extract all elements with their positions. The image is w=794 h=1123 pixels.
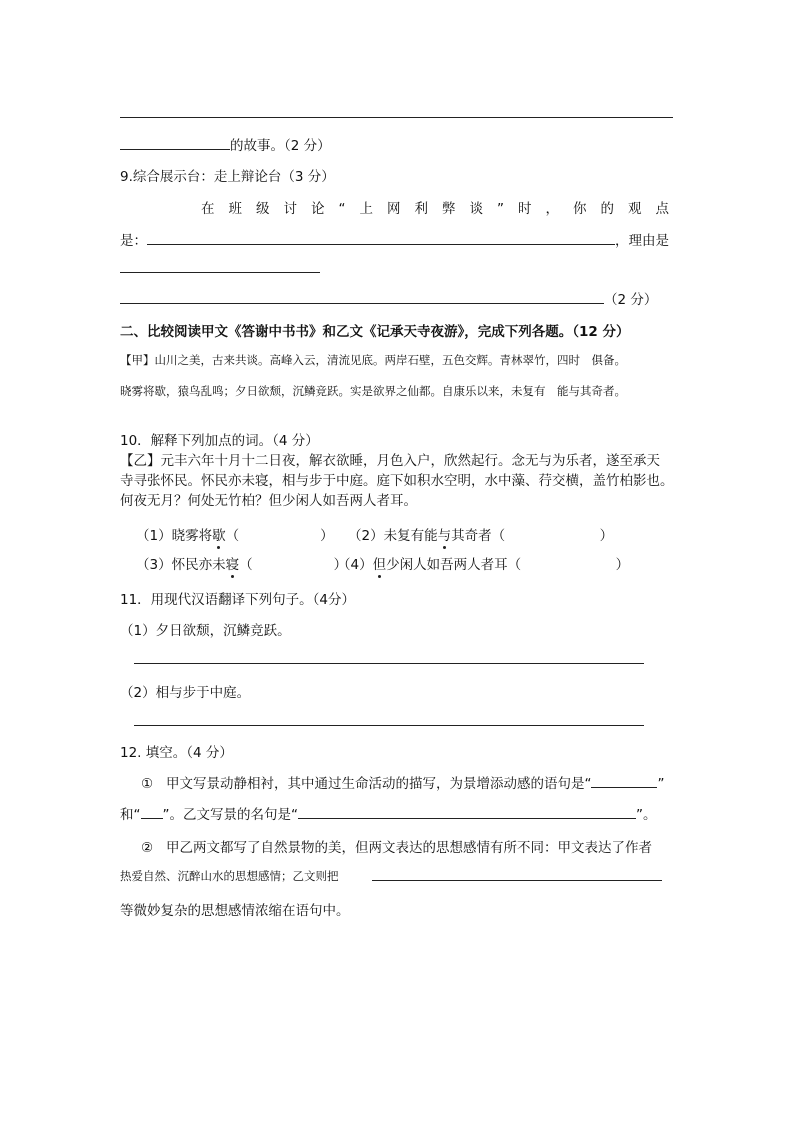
q8-tail: 的故事。（2 分）: [230, 138, 331, 154]
q9-prompt: 在班级讨论“上网利弊谈”时，你的观点: [201, 201, 683, 217]
jia-line-1: 【甲】山川之美，古来共谈。高峰入云，清流见底。两岸石壁，五色交辉。青林翠竹，四时 俱备。: [120, 353, 626, 367]
dotted-word: 但: [373, 553, 387, 573]
blank-c[interactable]: [298, 806, 636, 819]
item-4-blank[interactable]: 少闲人如吾两人者耳（ ）: [386, 557, 630, 573]
blank-b[interactable]: [141, 806, 163, 819]
q10-item-2: [348, 524, 613, 544]
yi-line-2: 寺寻张怀民。怀民亦未寝，相与步于中庭。庭下如积水空明，水中藻、荇交横，盖竹柏影也。: [120, 473, 674, 489]
q9-reason-row: [120, 288, 657, 308]
item-1-blank[interactable]: （ ）: [225, 528, 334, 544]
section2-heading: 二、比较阅读甲文《答谢中书书》和乙文《记承天寺夜游》，完成下列各题。（12 分）: [120, 324, 630, 340]
quote-close: ”: [657, 776, 665, 792]
q8-answer-row: [120, 134, 331, 154]
circle-two: ②: [141, 840, 154, 856]
q12-clause-2b: [120, 868, 339, 884]
translation-line-2[interactable]: [134, 725, 644, 726]
q10-item-4: [337, 553, 629, 573]
and-label: 和“: [120, 807, 141, 823]
reason-line-1[interactable]: [120, 272, 320, 273]
yi-line-1: 【乙】元丰六年十月十二日夜，解衣欲睡，月色入户，欣然起行。念无与为乐者，遂至承天: [120, 453, 660, 469]
q9-reason-label: ，理由是: [615, 233, 669, 249]
famous-line-label: ”。乙文写景的名句是“: [162, 807, 298, 823]
jia-line-2: 晓雾将歇，猿鸟乱鸣；夕日欲颓，沉鳞竞跃。实是欲界之仙都。自康乐以来，未复有 能与其奇者。: [120, 384, 626, 398]
q10-item-1: [136, 524, 334, 544]
item-3-blank[interactable]: （ ）: [239, 557, 348, 573]
q12-clause-1: [141, 772, 664, 792]
clause-2-text: 甲乙两文都写了自然景物的美，但两文表达的思想感情有所不同：甲文表达了作者: [165, 840, 652, 856]
item-3-prefix: （3）怀民亦未: [136, 557, 226, 573]
blank-a[interactable]: [591, 775, 657, 788]
translation-line-1[interactable]: [134, 663, 644, 664]
clause-2-line-2: 热爱自然、沉醉山水的思想感情；乙文则把: [120, 869, 339, 883]
answer-line: [120, 117, 673, 118]
q10-title: 10．解释下列加点的词。（4 分）: [120, 433, 319, 449]
reason-blank[interactable]: [120, 291, 604, 304]
clause-1-text: 甲文写景动静相衬，其中通过生命活动的描写，为景增添动感的语句是“: [165, 776, 592, 792]
blank-d[interactable]: [372, 880, 662, 881]
q9-title: 9.综合展示台：走上辩论台（3 分）: [120, 169, 335, 185]
q9-opinion-row: [120, 229, 669, 249]
q11-title: 11．用现代汉语翻译下列句子。（4分）: [120, 592, 356, 608]
circle-one: ①: [141, 776, 154, 792]
q9-is-label: 是：: [120, 233, 147, 249]
opinion-blank[interactable]: [147, 232, 615, 245]
q12-clause-2c: 等微妙复杂的思想感情浓缩在语句中。: [120, 903, 350, 919]
q10-item-3: [136, 553, 347, 573]
clause-1-end: ”。: [636, 807, 657, 823]
item-1-prefix: （1）晓雾将: [136, 528, 213, 544]
q11-sentence-1: （1）夕日欲颓，沉鳞竞跃。: [120, 623, 291, 639]
item-2-blank[interactable]: 其奇者（ ）: [451, 528, 614, 544]
q12-clause-2: [141, 836, 652, 856]
yi-line-3: 何夜无月？何处无竹柏？但少闲人如吾两人者耳。: [120, 493, 417, 509]
q12-clause-1b: [120, 803, 657, 823]
answer-blank[interactable]: [120, 137, 230, 150]
q11-sentence-2: （2）相与步于中庭。: [120, 685, 251, 701]
dotted-word: 歇: [212, 524, 226, 544]
item-4-prefix: （4）: [337, 557, 373, 573]
dotted-word: 寝: [226, 553, 240, 573]
q9-score: （2 分）: [604, 292, 658, 308]
q12-title: 12. 填空。（4 分）: [120, 745, 233, 761]
item-2-prefix: （2）未复有能: [348, 528, 438, 544]
dotted-word: 与: [438, 524, 452, 544]
